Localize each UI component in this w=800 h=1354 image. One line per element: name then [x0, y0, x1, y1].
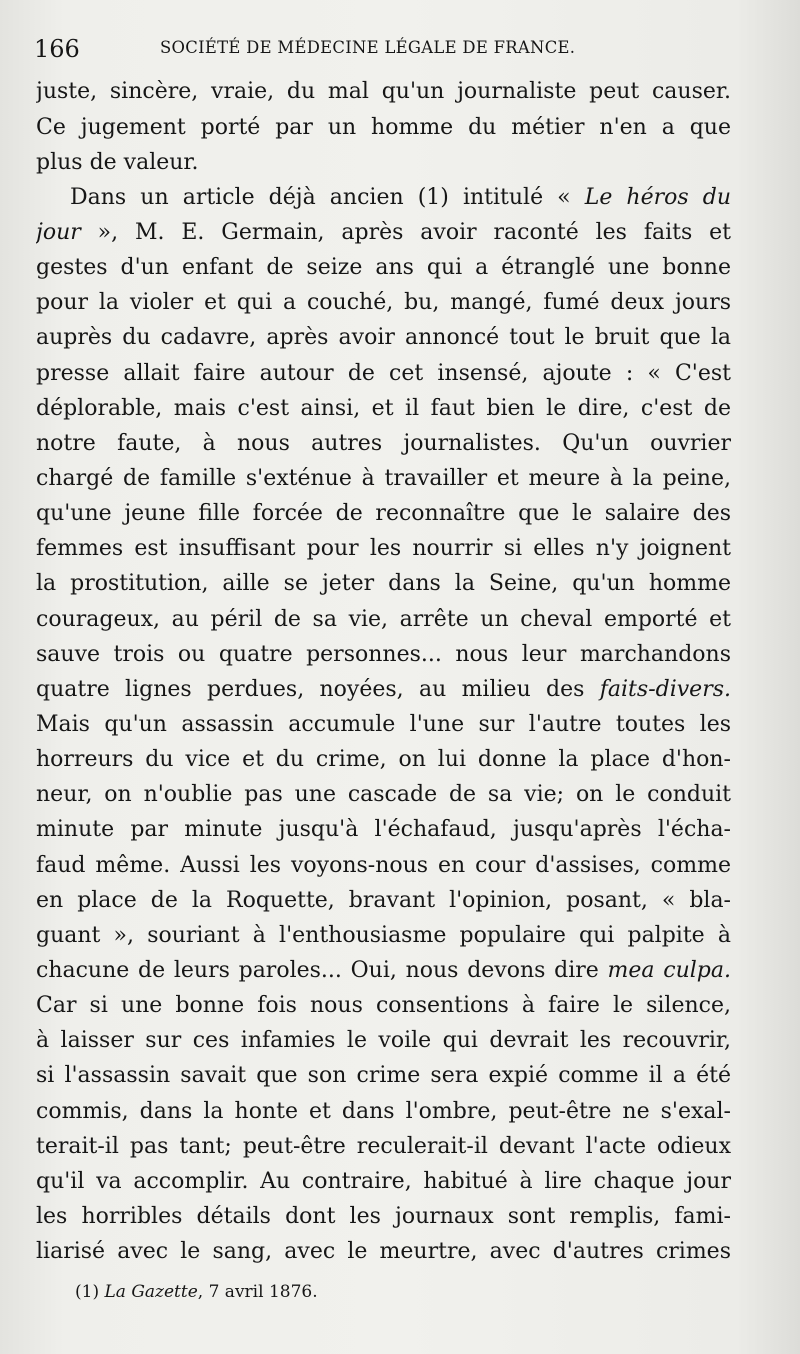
footnote-source: La Gazette	[104, 1282, 198, 1302]
text-line-23: faud même. Aussi les voyons-nous en cour d'assises, comme	[36, 853, 731, 878]
text-line-18-start: quatre lignes perdues, noyées, au milieu des	[36, 677, 600, 702]
text-line-24: en place de la Roquette, bravant l'opinion, posant, « bla-	[36, 888, 731, 913]
text-line-14: femmes est insuffisant pour les nourrir si elles n'y joignent	[36, 536, 731, 561]
article-title-end: jour	[36, 220, 81, 245]
text-line-12: chargé de famille s'exténue à travailler et meure à la peine,	[36, 466, 731, 491]
footnote-date: , 7 avril 1876.	[197, 1282, 318, 1302]
text-line-4-start: Dans un article déjà ancien (1) intitulé «	[70, 185, 585, 210]
text-line-19: Mais qu'un assassin accumule l'une sur l'autre toutes les	[36, 712, 731, 737]
text-line-29: si l'assassin savait que son crime sera expié comme il a été	[36, 1063, 731, 1088]
footnote	[75, 1278, 318, 1306]
text-line-18	[36, 673, 731, 707]
text-line-7: pour la violer et qui a couché, bu, mangé, fumé deux jours	[36, 290, 731, 315]
text-line-33: les horribles détails dont les journaux sont remplis, fami-	[36, 1204, 731, 1229]
text-line-28: à laisser sur ces infamies le voile qui devrait les recouvrir,	[36, 1028, 731, 1053]
text-line-4	[70, 181, 731, 215]
footnote-marker: (1)	[75, 1282, 105, 1302]
text-line-13: qu'une jeune fille forcée de reconnaître que le salaire des	[36, 501, 731, 526]
text-line-5-rest: », M. E. Germain, après avoir raconté les faits et	[80, 220, 731, 245]
text-line-20: horreurs du vice et du crime, on lui donne la place d'hon-	[36, 747, 731, 772]
text-line-34: liarisé avec le sang, avec le meurtre, avec d'autres crimes	[36, 1239, 731, 1264]
faits-divers-term: faits-divers.	[599, 677, 731, 702]
text-line-5	[36, 216, 731, 250]
text-line-2: Ce jugement porté par un homme du métier n'en a que	[36, 115, 731, 140]
text-line-6: gestes d'un enfant de seize ans qui a étranglé une bonne	[36, 255, 731, 280]
text-line-22: minute par minute jusqu'à l'échafaud, jusqu'après l'écha-	[36, 817, 731, 842]
text-line-11: notre faute, à nous autres journalistes. Qu'un ouvrier	[36, 431, 731, 456]
text-line-3: plus de valeur.	[36, 150, 199, 175]
page-number: 166	[34, 35, 80, 63]
article-title-start: Le héros du	[584, 185, 731, 210]
text-line-27: Car si une bonne fois nous consentions à faire le silence,	[36, 993, 731, 1018]
text-line-8: auprès du cadavre, après avoir annoncé tout le bruit que la	[36, 325, 731, 350]
running-title: SOCIÉTÉ DE MÉDECINE LÉGALE DE FRANCE.	[160, 38, 576, 57]
text-line-17: sauve trois ou quatre personnes... nous leur marchandons	[36, 642, 731, 667]
text-line-30: commis, dans la honte et dans l'ombre, peut-être ne s'exal-	[36, 1099, 731, 1124]
text-line-26	[36, 954, 731, 988]
text-line-25: guant », souriant à l'enthousiasme populaire qui palpite à	[36, 923, 731, 948]
text-line-15: la prostitution, aille se jeter dans la Seine, qu'un homme	[36, 571, 731, 596]
text-line-9: presse allait faire autour de cet insensé, ajoute : « C'est	[36, 361, 731, 386]
page-header	[34, 30, 754, 66]
text-line-31: terait-il pas tant; peut-être reculerait-il devant l'acte odieux	[36, 1134, 731, 1159]
text-line-16: courageux, au péril de sa vie, arrête un cheval emporté et	[36, 607, 731, 632]
text-line-1: juste, sincère, vraie, du mal qu'un journaliste peut causer.	[36, 79, 731, 104]
mea-culpa-term: mea culpa.	[607, 958, 731, 983]
text-line-32: qu'il va accomplir. Au contraire, habitué à lire chaque jour	[36, 1169, 731, 1194]
text-line-10: déplorable, mais c'est ainsi, et il faut bien le dire, c'est de	[36, 396, 731, 421]
text-line-21: neur, on n'oublie pas une cascade de sa vie; on le conduit	[36, 782, 731, 807]
text-line-26-start: chacune de leurs paroles... Oui, nous devons dire	[36, 958, 608, 983]
